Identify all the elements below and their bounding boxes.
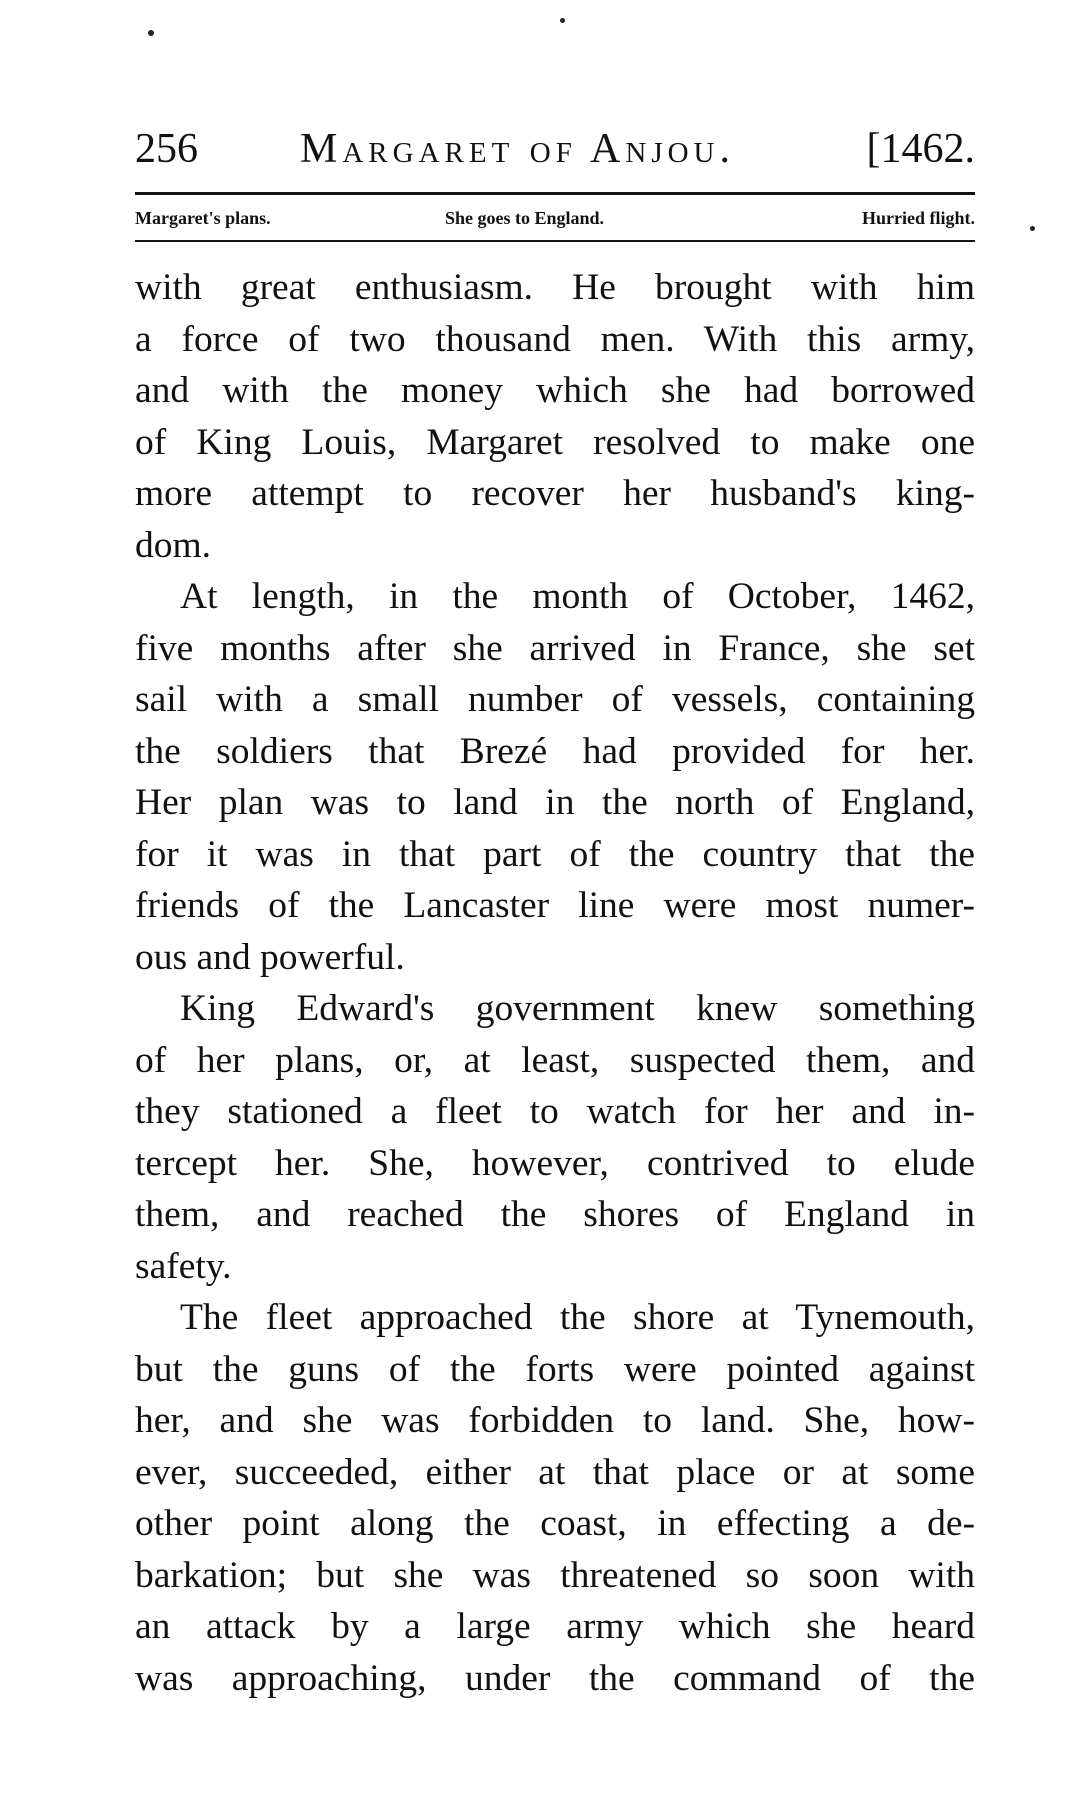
text-line: the soldiers that Brezé had provided for her. <box>135 730 975 772</box>
book-title: Margaret of Anjou. <box>300 126 735 172</box>
text-line: Her plan was to land in the north of England, <box>135 782 975 823</box>
text-line: but the guns of the forts were pointed against <box>135 1348 975 1390</box>
text-line: At length, in the month of October, 1462, <box>180 576 975 617</box>
text-line: ous and powerful. <box>135 936 405 978</box>
side-notes-rule <box>135 240 975 242</box>
text-line: of her plans, or, at least, suspected them, and <box>135 1039 975 1081</box>
text-line: an attack by a large army which she heard <box>135 1606 975 1647</box>
text-line: friends of the Lancaster line were most numer- <box>135 885 975 926</box>
text-line: The fleet approached the shore at Tynemouth, <box>180 1297 975 1338</box>
side-notes <box>135 203 975 233</box>
text-line: other point along the coast, in effecting a de- <box>135 1503 975 1544</box>
text-line: her, and she was forbidden to land. She, how- <box>135 1400 975 1441</box>
text-line: with great enthusiasm. He brought with him <box>135 267 975 308</box>
text-line: dom. <box>135 524 212 566</box>
print-speck <box>1030 226 1035 231</box>
text-line: a force of two thousand men. With this army, <box>135 318 975 360</box>
text-line: King Edward's government knew something <box>180 988 975 1029</box>
text-line: was approaching, under the command of the <box>135 1657 975 1699</box>
year-marker: [1462. <box>866 126 975 172</box>
running-head <box>135 124 975 174</box>
text-line: them, and reached the shores of England in <box>135 1194 975 1235</box>
text-line: for it was in that part of the country that the <box>135 833 975 875</box>
print-speck <box>560 18 565 23</box>
side-note-left: Margaret's plans. <box>135 208 271 228</box>
text-line: ever, succeeded, either at that place or at some <box>135 1451 975 1493</box>
text-line: safety. <box>135 1245 232 1287</box>
page-number: 256 <box>135 126 198 172</box>
text-line: five months after she arrived in France, she set <box>135 627 975 669</box>
text-line: and with the money which she had borrowed <box>135 370 975 411</box>
print-speck <box>148 30 154 36</box>
text-line: tercept her. She, however, contrived to elude <box>135 1142 975 1184</box>
text-line: more attempt to recover her husband's king- <box>135 473 975 514</box>
text-line: barkation; but she was threatened so soon with <box>135 1554 975 1596</box>
text-line: sail with a small number of vessels, containing <box>135 679 975 720</box>
side-note-center: She goes to England. <box>445 208 605 228</box>
body-text <box>135 262 975 1704</box>
text-line: they stationed a fleet to watch for her and in- <box>135 1091 975 1132</box>
header-rule <box>135 192 975 195</box>
side-note-right: Hurried flight. <box>862 208 975 228</box>
text-line: of King Louis, Margaret resolved to make one <box>135 421 975 463</box>
